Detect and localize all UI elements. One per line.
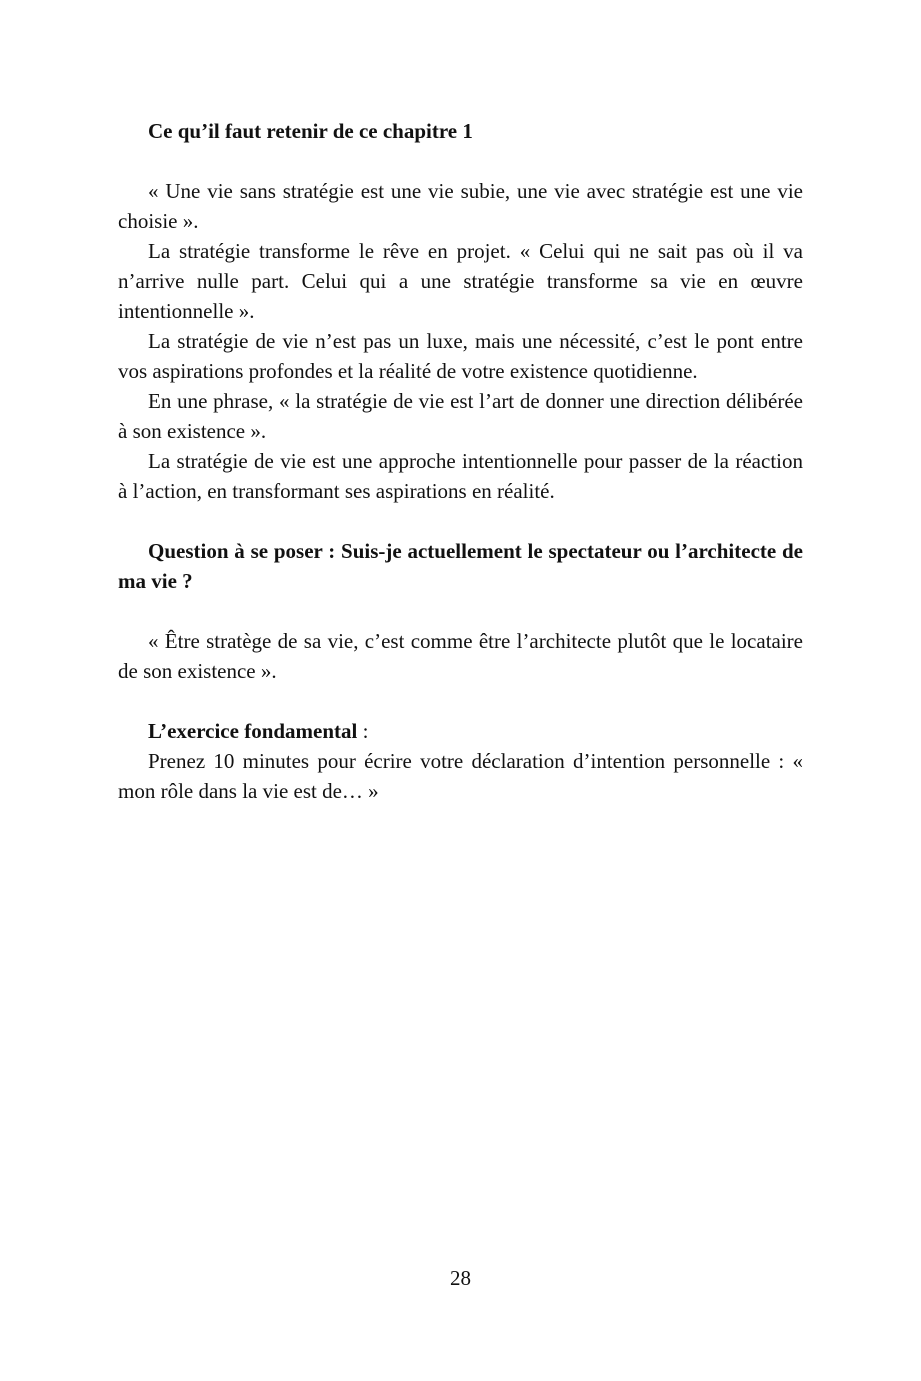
paragraph-3: La stratégie de vie n’est pas un luxe, mais une nécessité, c’est le pont entre vos aspirations profondes et la réalité de votre existence quotidienne. — [118, 329, 803, 383]
page-body — [118, 116, 803, 806]
spacer — [118, 686, 803, 716]
question-heading: Question à se poser : Suis-je actuellement le spectateur ou l’architecte de ma vie ? — [118, 539, 803, 593]
paragraph-1: « Une vie sans stratégie est une vie subie, une vie avec stratégie est une vie choisie ». — [118, 179, 803, 233]
exercise-heading — [118, 716, 803, 746]
paragraph-2: La stratégie transforme le rêve en projet. « Celui qui ne sait pas où il va n’arrive nulle part. Celui qui a une stratégie transforme sa vie en œuvre intentionnelle ». — [118, 239, 803, 323]
exercise-text: Prenez 10 minutes pour écrire votre déclaration d’intention personnelle : « mon rôle dans la vie est de… » — [118, 749, 803, 803]
chapter-summary-heading: Ce qu’il faut retenir de ce chapitre 1 — [148, 119, 473, 143]
spacer — [118, 596, 803, 626]
spacer — [118, 146, 803, 176]
paragraph-4: En une phrase, « la stratégie de vie est l’art de donner une direction délibérée à son existence ». — [118, 389, 803, 443]
spacer — [118, 506, 803, 536]
exercise-title: L’exercice fondamental — [148, 719, 358, 743]
page-number: 28 — [450, 1266, 471, 1290]
quote-paragraph: « Être stratège de sa vie, c’est comme être l’architecte plutôt que le locataire de son existence ». — [118, 629, 803, 683]
paragraph-5: La stratégie de vie est une approche intentionnelle pour passer de la réaction à l’action, en transformant ses aspirations en réalité. — [118, 449, 803, 503]
exercise-title-suffix: : — [357, 719, 369, 743]
